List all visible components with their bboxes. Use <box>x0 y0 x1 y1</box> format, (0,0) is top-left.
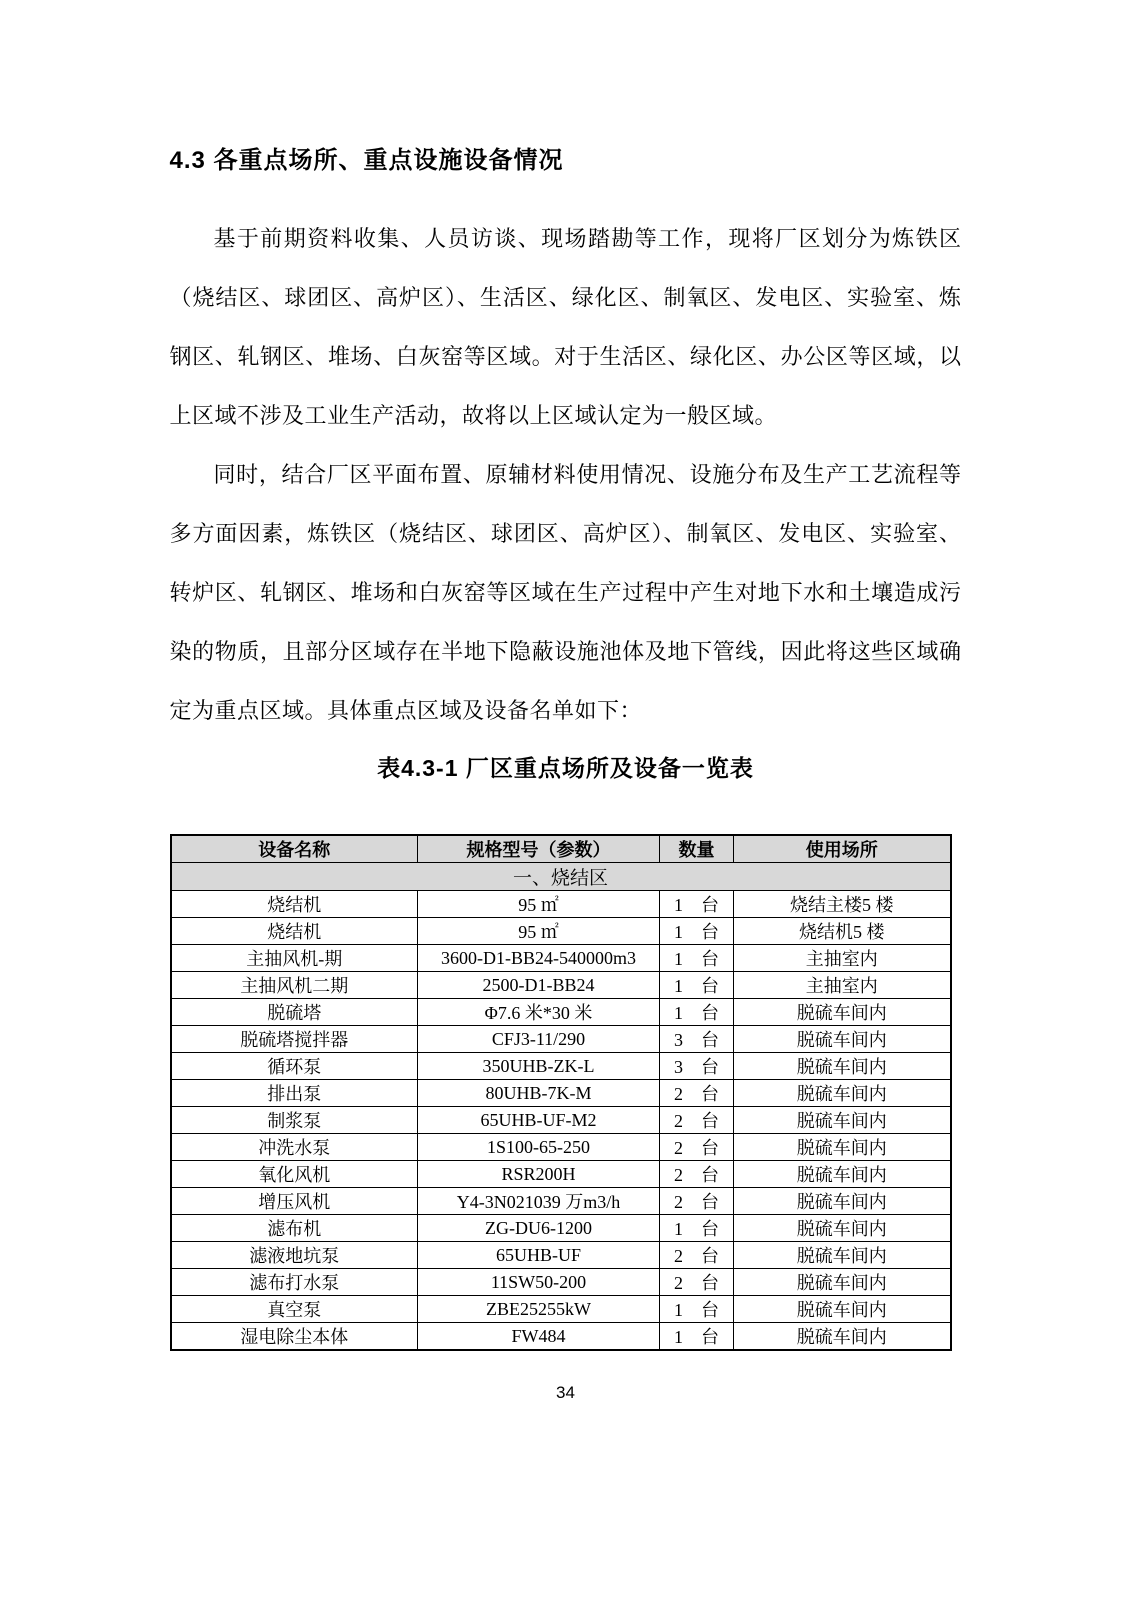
spec-cell: 11SW50-200 <box>418 1269 660 1296</box>
spec-cell: ZBE25255kW <box>418 1296 660 1323</box>
spec-cell: 95 ㎡ <box>418 918 660 945</box>
table-row <box>171 1242 951 1269</box>
table-row <box>171 1296 951 1323</box>
spec-cell: 65UHB-UF-M2 <box>418 1107 660 1134</box>
table-row <box>171 1269 951 1296</box>
location-cell: 脱硫车间内 <box>734 1215 951 1242</box>
location-cell: 主抽室内 <box>734 945 951 972</box>
table-row <box>171 1026 951 1053</box>
spec-cell: RSR200H <box>418 1161 660 1188</box>
device-name-cell: 滤布机 <box>171 1215 418 1242</box>
device-name-cell: 主抽风机-期 <box>171 945 418 972</box>
table-row <box>171 1188 951 1215</box>
location-cell: 烧结机5 楼 <box>734 918 951 945</box>
paragraph-2: 同时，结合厂区平面布置、原辅材料使用情况、设施分布及生产工艺流程等多方面因素，炼铁区（烧结区、球团区、高炉区）、制氧区、发电区、实验室、转炉区、轧钢区、堆场和白灰窑等区域在生产过程中产生对地下水和土壤造成污染的物质，且部分区域存在半地下隐蔽设施池体及地下管线，因此将这些区域确定为重点区域。具体重点区域及设备名单如下： <box>169 462 962 723</box>
spec-cell: Y4-3N021039 万m3/h <box>418 1188 660 1215</box>
quantity-cell: 1 台 <box>660 999 734 1026</box>
quantity-cell: 2 台 <box>660 1161 734 1188</box>
location-cell: 脱硫车间内 <box>734 1269 951 1296</box>
quantity-cell: 1 台 <box>660 1296 734 1323</box>
device-name-cell: 增压风机 <box>171 1188 418 1215</box>
location-cell: 脱硫车间内 <box>734 1188 951 1215</box>
device-name-cell: 氧化风机 <box>171 1161 418 1188</box>
section-label: 一、烧结区 <box>171 863 951 891</box>
quantity-cell: 2 台 <box>660 1188 734 1215</box>
quantity-cell: 3 台 <box>660 1053 734 1080</box>
location-cell: 脱硫车间内 <box>734 1296 951 1323</box>
quantity-cell: 2 台 <box>660 1242 734 1269</box>
quantity-cell: 1 台 <box>660 1215 734 1242</box>
table-row <box>171 1134 951 1161</box>
spec-cell: 3600-D1-BB24-540000m3 <box>418 945 660 972</box>
device-name-cell: 滤布打水泵 <box>171 1269 418 1296</box>
quantity-cell: 1 台 <box>660 891 734 918</box>
header-spec-model: 规格型号（参数） <box>418 835 660 863</box>
quantity-cell: 2 台 <box>660 1107 734 1134</box>
paragraph-1: 基于前期资料收集、人员访谈、现场踏勘等工作，现将厂区划分为炼铁区（烧结区、球团区、高炉区）、生活区、绿化区、制氧区、发电区、实验室、炼钢区、轧钢区、堆场、白灰窑等区域。对于生活区、绿化区、办公区等区域，以上区域不涉及工业生产活动，故将以上区域认定为一般区域。 <box>169 226 962 428</box>
table-row <box>171 891 951 918</box>
quantity-cell: 1 台 <box>660 945 734 972</box>
table-row <box>171 1080 951 1107</box>
device-name-cell: 排出泵 <box>171 1080 418 1107</box>
table-row <box>171 1107 951 1134</box>
spec-cell: FW484 <box>418 1323 660 1351</box>
quantity-cell: 1 台 <box>660 972 734 999</box>
spec-cell: 350UHB-ZK-L <box>418 1053 660 1080</box>
header-quantity: 数量 <box>660 835 734 863</box>
device-name-cell: 主抽风机二期 <box>171 972 418 999</box>
device-name-cell: 滤液地坑泵 <box>171 1242 418 1269</box>
table-row <box>171 972 951 999</box>
device-name-cell: 真空泵 <box>171 1296 418 1323</box>
table-row <box>171 1053 951 1080</box>
spec-cell: 65UHB-UF <box>418 1242 660 1269</box>
page-number: 34 <box>556 1383 575 1402</box>
table-header-row <box>171 835 951 863</box>
location-cell: 主抽室内 <box>734 972 951 999</box>
device-name-cell: 烧结机 <box>171 918 418 945</box>
location-cell: 脱硫车间内 <box>734 1107 951 1134</box>
device-name-cell: 湿电除尘本体 <box>171 1323 418 1351</box>
spec-cell: 2500-D1-BB24 <box>418 972 660 999</box>
quantity-cell: 2 台 <box>660 1134 734 1161</box>
table-body <box>171 891 951 1351</box>
table-row <box>171 918 951 945</box>
header-location: 使用场所 <box>734 835 951 863</box>
location-cell: 脱硫车间内 <box>734 1323 951 1351</box>
spec-cell: 80UHB-7K-M <box>418 1080 660 1107</box>
device-name-cell: 冲洗水泵 <box>171 1134 418 1161</box>
quantity-cell: 3 台 <box>660 1026 734 1053</box>
location-cell: 烧结主楼5 楼 <box>734 891 951 918</box>
device-name-cell: 制浆泵 <box>171 1107 418 1134</box>
quantity-cell: 1 台 <box>660 918 734 945</box>
table-row <box>171 1323 951 1351</box>
quantity-cell: 2 台 <box>660 1269 734 1296</box>
location-cell: 脱硫车间内 <box>734 999 951 1026</box>
spec-cell: 95 ㎡ <box>418 891 660 918</box>
spec-cell: ZG-DU6-1200 <box>418 1215 660 1242</box>
table-row <box>171 1215 951 1242</box>
table-section-row <box>171 863 951 891</box>
device-name-cell: 脱硫塔搅拌器 <box>171 1026 418 1053</box>
device-name-cell: 脱硫塔 <box>171 999 418 1026</box>
device-name-cell: 循环泵 <box>171 1053 418 1080</box>
header-device-name: 设备名称 <box>171 835 418 863</box>
location-cell: 脱硫车间内 <box>734 1080 951 1107</box>
location-cell: 脱硫车间内 <box>734 1242 951 1269</box>
quantity-cell: 2 台 <box>660 1080 734 1107</box>
quantity-cell: 1 台 <box>660 1323 734 1351</box>
spec-cell: 1S100-65-250 <box>418 1134 660 1161</box>
spec-cell: Φ7.6 米*30 米 <box>418 999 660 1026</box>
table-caption: 表4.3-1 厂区重点场所及设备一览表 <box>377 755 754 781</box>
equipment-table <box>170 834 952 1351</box>
location-cell: 脱硫车间内 <box>734 1134 951 1161</box>
device-name-cell: 烧结机 <box>171 891 418 918</box>
location-cell: 脱硫车间内 <box>734 1053 951 1080</box>
document-page <box>170 0 962 1403</box>
body-text <box>170 209 962 740</box>
spec-cell: CFJ3-11/290 <box>418 1026 660 1053</box>
table-row <box>171 999 951 1026</box>
section-heading: 4.3 各重点场所、重点设施设备情况 <box>169 147 564 174</box>
table-row <box>171 945 951 972</box>
location-cell: 脱硫车间内 <box>734 1161 951 1188</box>
table-row <box>171 1161 951 1188</box>
location-cell: 脱硫车间内 <box>734 1026 951 1053</box>
